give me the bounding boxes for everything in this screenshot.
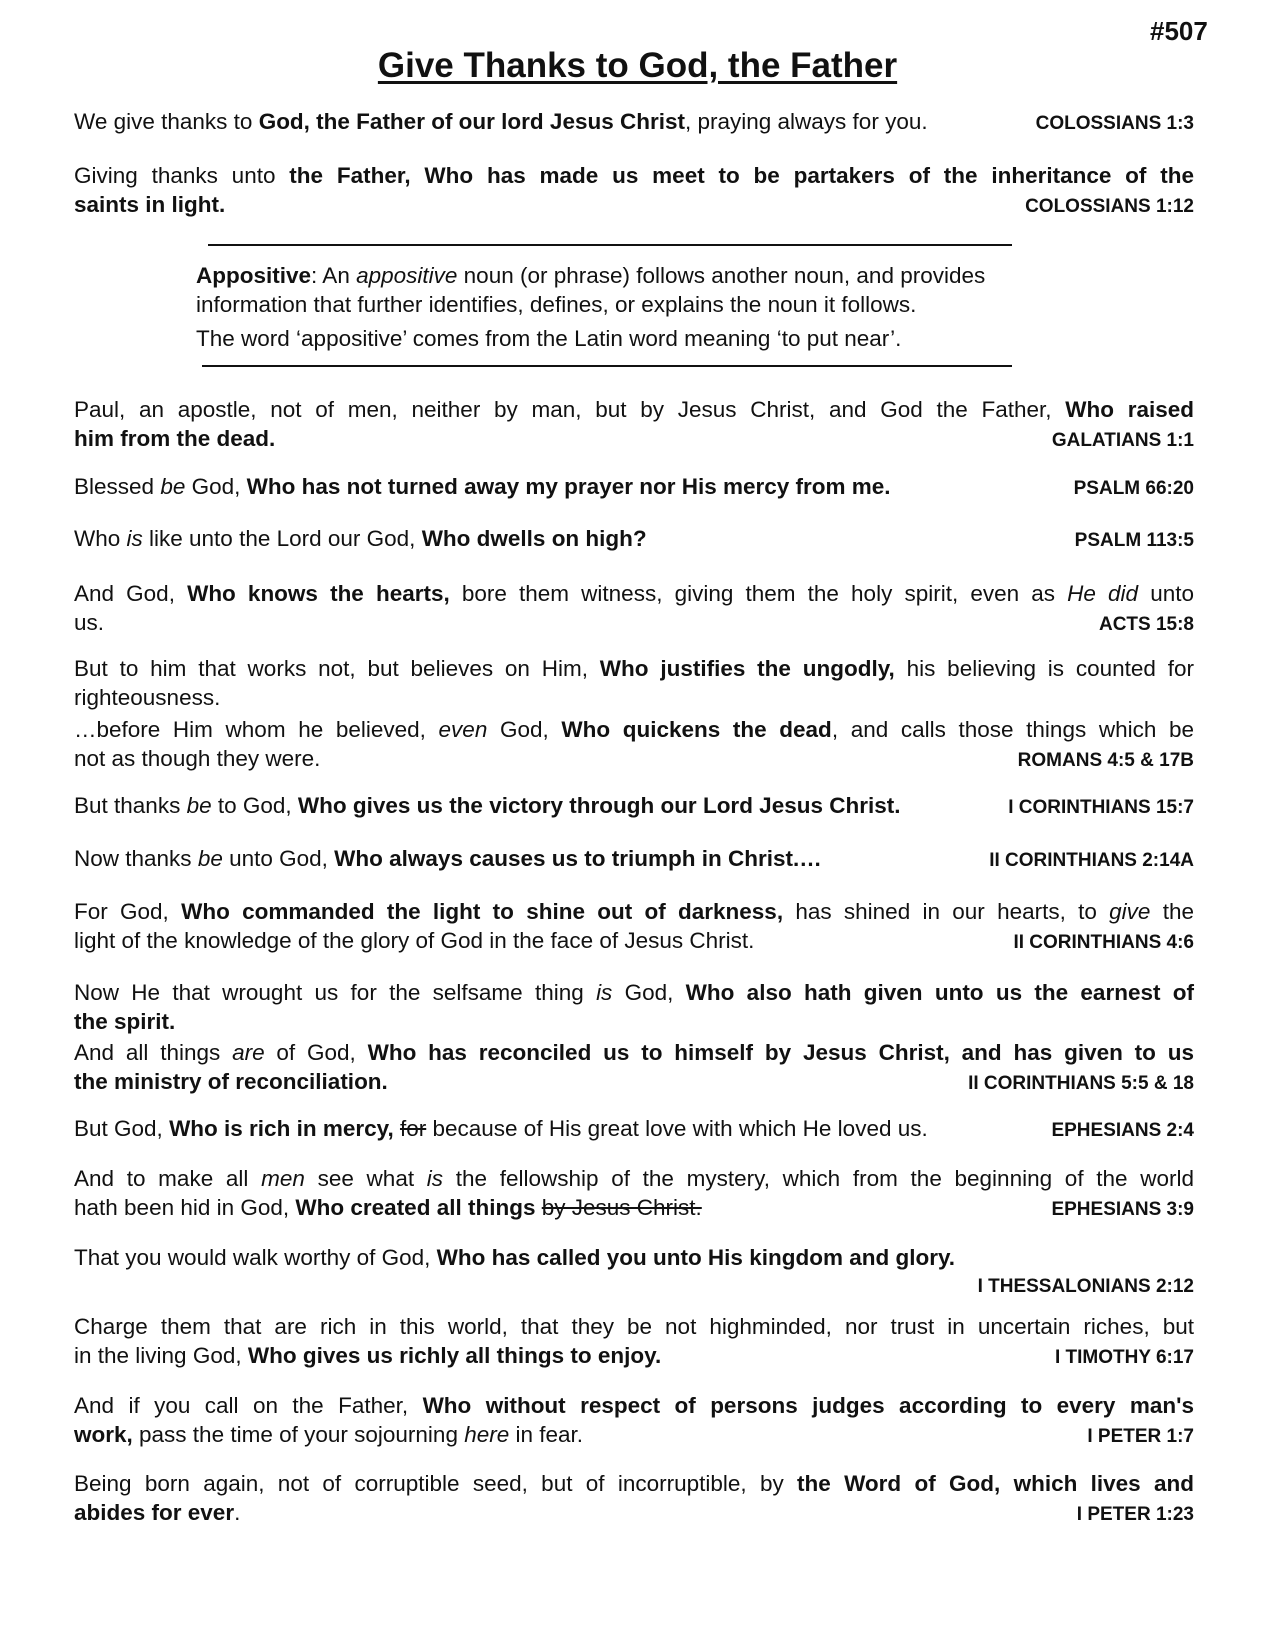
verse-reference: I TIMOTHY 6:17 <box>1054 1347 1194 1368</box>
verse-2-corinthians-5-5: Now He that wrought us for the selfsame thing is God, Who also hath given unto us the earnest of the spirit. And all things are of God, Who has reconciled us to himself by Jesus Christ, and has given to us the ministry of reconciliation. II CORINTHIANS 5:5 & 18 <box>74 978 1194 1098</box>
verse-reference: I PETER 1:23 <box>1076 1504 1194 1525</box>
verse-reference: II CORINTHIANS 4:6 <box>1013 932 1194 953</box>
verse-galatians-1-1: Paul, an apostle, not of men, neither by man, but by Jesus Christ, and God the Father, Who raised him from the dead. GALATIANS 1:1 <box>74 395 1194 455</box>
verse-reference: I THESSALONIANS 2:12 <box>977 1276 1194 1297</box>
verse-reference: I CORINTHIANS 15:7 <box>1008 797 1194 818</box>
verse-psalm-66-20: Blessed be God, Who has not turned away my prayer nor His mercy from me. PSALM 66:20 <box>74 472 1194 503</box>
verse-reference: ACTS 15:8 <box>1098 614 1194 635</box>
verse-1-corinthians-15-7: But thanks be to God, Who gives us the victory through our Lord Jesus Christ. I CORINTHIANS 15:7 <box>74 791 1194 822</box>
verse-colossians-1-3: We give thanks to God, the Father of our lord Jesus Christ, praying always for you. COLOSSIANS 1:3 <box>74 107 1194 138</box>
verse-reference: COLOSSIANS 1:12 <box>1025 196 1194 217</box>
verse-reference: II CORINTHIANS 2:14A <box>989 850 1194 871</box>
verse-1-thessalonians-2-12: That you would walk worthy of God, Who has called you unto His kingdom and glory. I THESSALONIANS 2:12 <box>74 1243 1194 1301</box>
divider-top <box>208 244 1012 246</box>
verse-reference: PSALM 113:5 <box>1074 530 1194 551</box>
verse-acts-15-8: And God, Who knows the hearts, bore them witness, giving them the holy spirit, even as He did unto us. ACTS 15:8 <box>74 579 1194 639</box>
verse-reference: PSALM 66:20 <box>1073 478 1194 499</box>
verse-1-peter-1-23: Being born again, not of corruptible seed, but of incorruptible, by the Word of God, which lives and abides for ever. I PETER 1:23 <box>74 1469 1194 1529</box>
verse-ephesians-3-9: And to make all men see what is the fellowship of the mystery, which from the beginning of the world hath been hid in God, Who created all things by Jesus Christ. EPHESIANS 3:9 <box>74 1164 1194 1224</box>
verse-reference: II CORINTHIANS 5:5 & 18 <box>968 1073 1194 1094</box>
divider-bottom <box>202 365 1012 367</box>
verse-2-corinthians-4-6: For God, Who commanded the light to shine out of darkness, has shined in our hearts, to give the light of the knowledge of the glory of God in the face of Jesus Christ. II CORINTHIANS 4:6 <box>74 897 1194 957</box>
verse-1-timothy-6-17: Charge them that are rich in this world, that they be not highminded, nor trust in uncertain riches, but in the living God, Who gives us richly all things to enjoy. I TIMOTHY 6:17 <box>74 1312 1194 1372</box>
verse-1-peter-1-7: And if you call on the Father, Who without respect of persons judges according to every man's work, pass the time of your sojourning here in fear. I PETER 1:7 <box>74 1391 1194 1451</box>
verse-reference: I PETER 1:7 <box>1087 1426 1194 1447</box>
verse-romans-4-5: But to him that works not, but believes on Him, Who justifies the ungodly, his believing is counted for righteousness. …before Him whom he believed, even God, Who quickens the dead, and calls those things which be not as though they were. ROMANS 4:5 & 17B <box>74 654 1194 775</box>
verse-ephesians-2-4: But God, Who is rich in mercy, for because of His great love with which He loved us. EPHESIANS 2:4 <box>74 1114 1194 1145</box>
verse-2-corinthians-2-14: Now thanks be unto God, Who always causes us to triumph in Christ.… II CORINTHIANS 2:14A <box>74 844 1194 875</box>
verse-colossians-1-12: Giving thanks unto the Father, Who has made us meet to be partakers of the inheritance of the saints in light. COLOSSIANS 1:12 <box>74 161 1194 221</box>
verse-reference: EPHESIANS 2:4 <box>1051 1120 1194 1141</box>
page-number: #507 <box>1150 16 1208 46</box>
verse-reference: COLOSSIANS 1:3 <box>1035 113 1194 134</box>
verse-reference: EPHESIANS 3:9 <box>1051 1199 1194 1220</box>
page-title: Give Thanks to God, the Father <box>377 46 898 85</box>
verse-psalm-113-5: Who is like unto the Lord our God, Who dwells on high? PSALM 113:5 <box>74 524 1194 555</box>
appositive-definition: Appositive: An appositive noun (or phrase) follows another noun, and provides information that further identifies, defines, or explains the noun it follows. The word ‘appositive’ comes from the Latin word meaning ‘to put near’. <box>196 263 986 351</box>
verse-reference: GALATIANS 1:1 <box>1051 430 1194 451</box>
verse-reference: ROMANS 4:5 & 17B <box>1017 750 1194 771</box>
